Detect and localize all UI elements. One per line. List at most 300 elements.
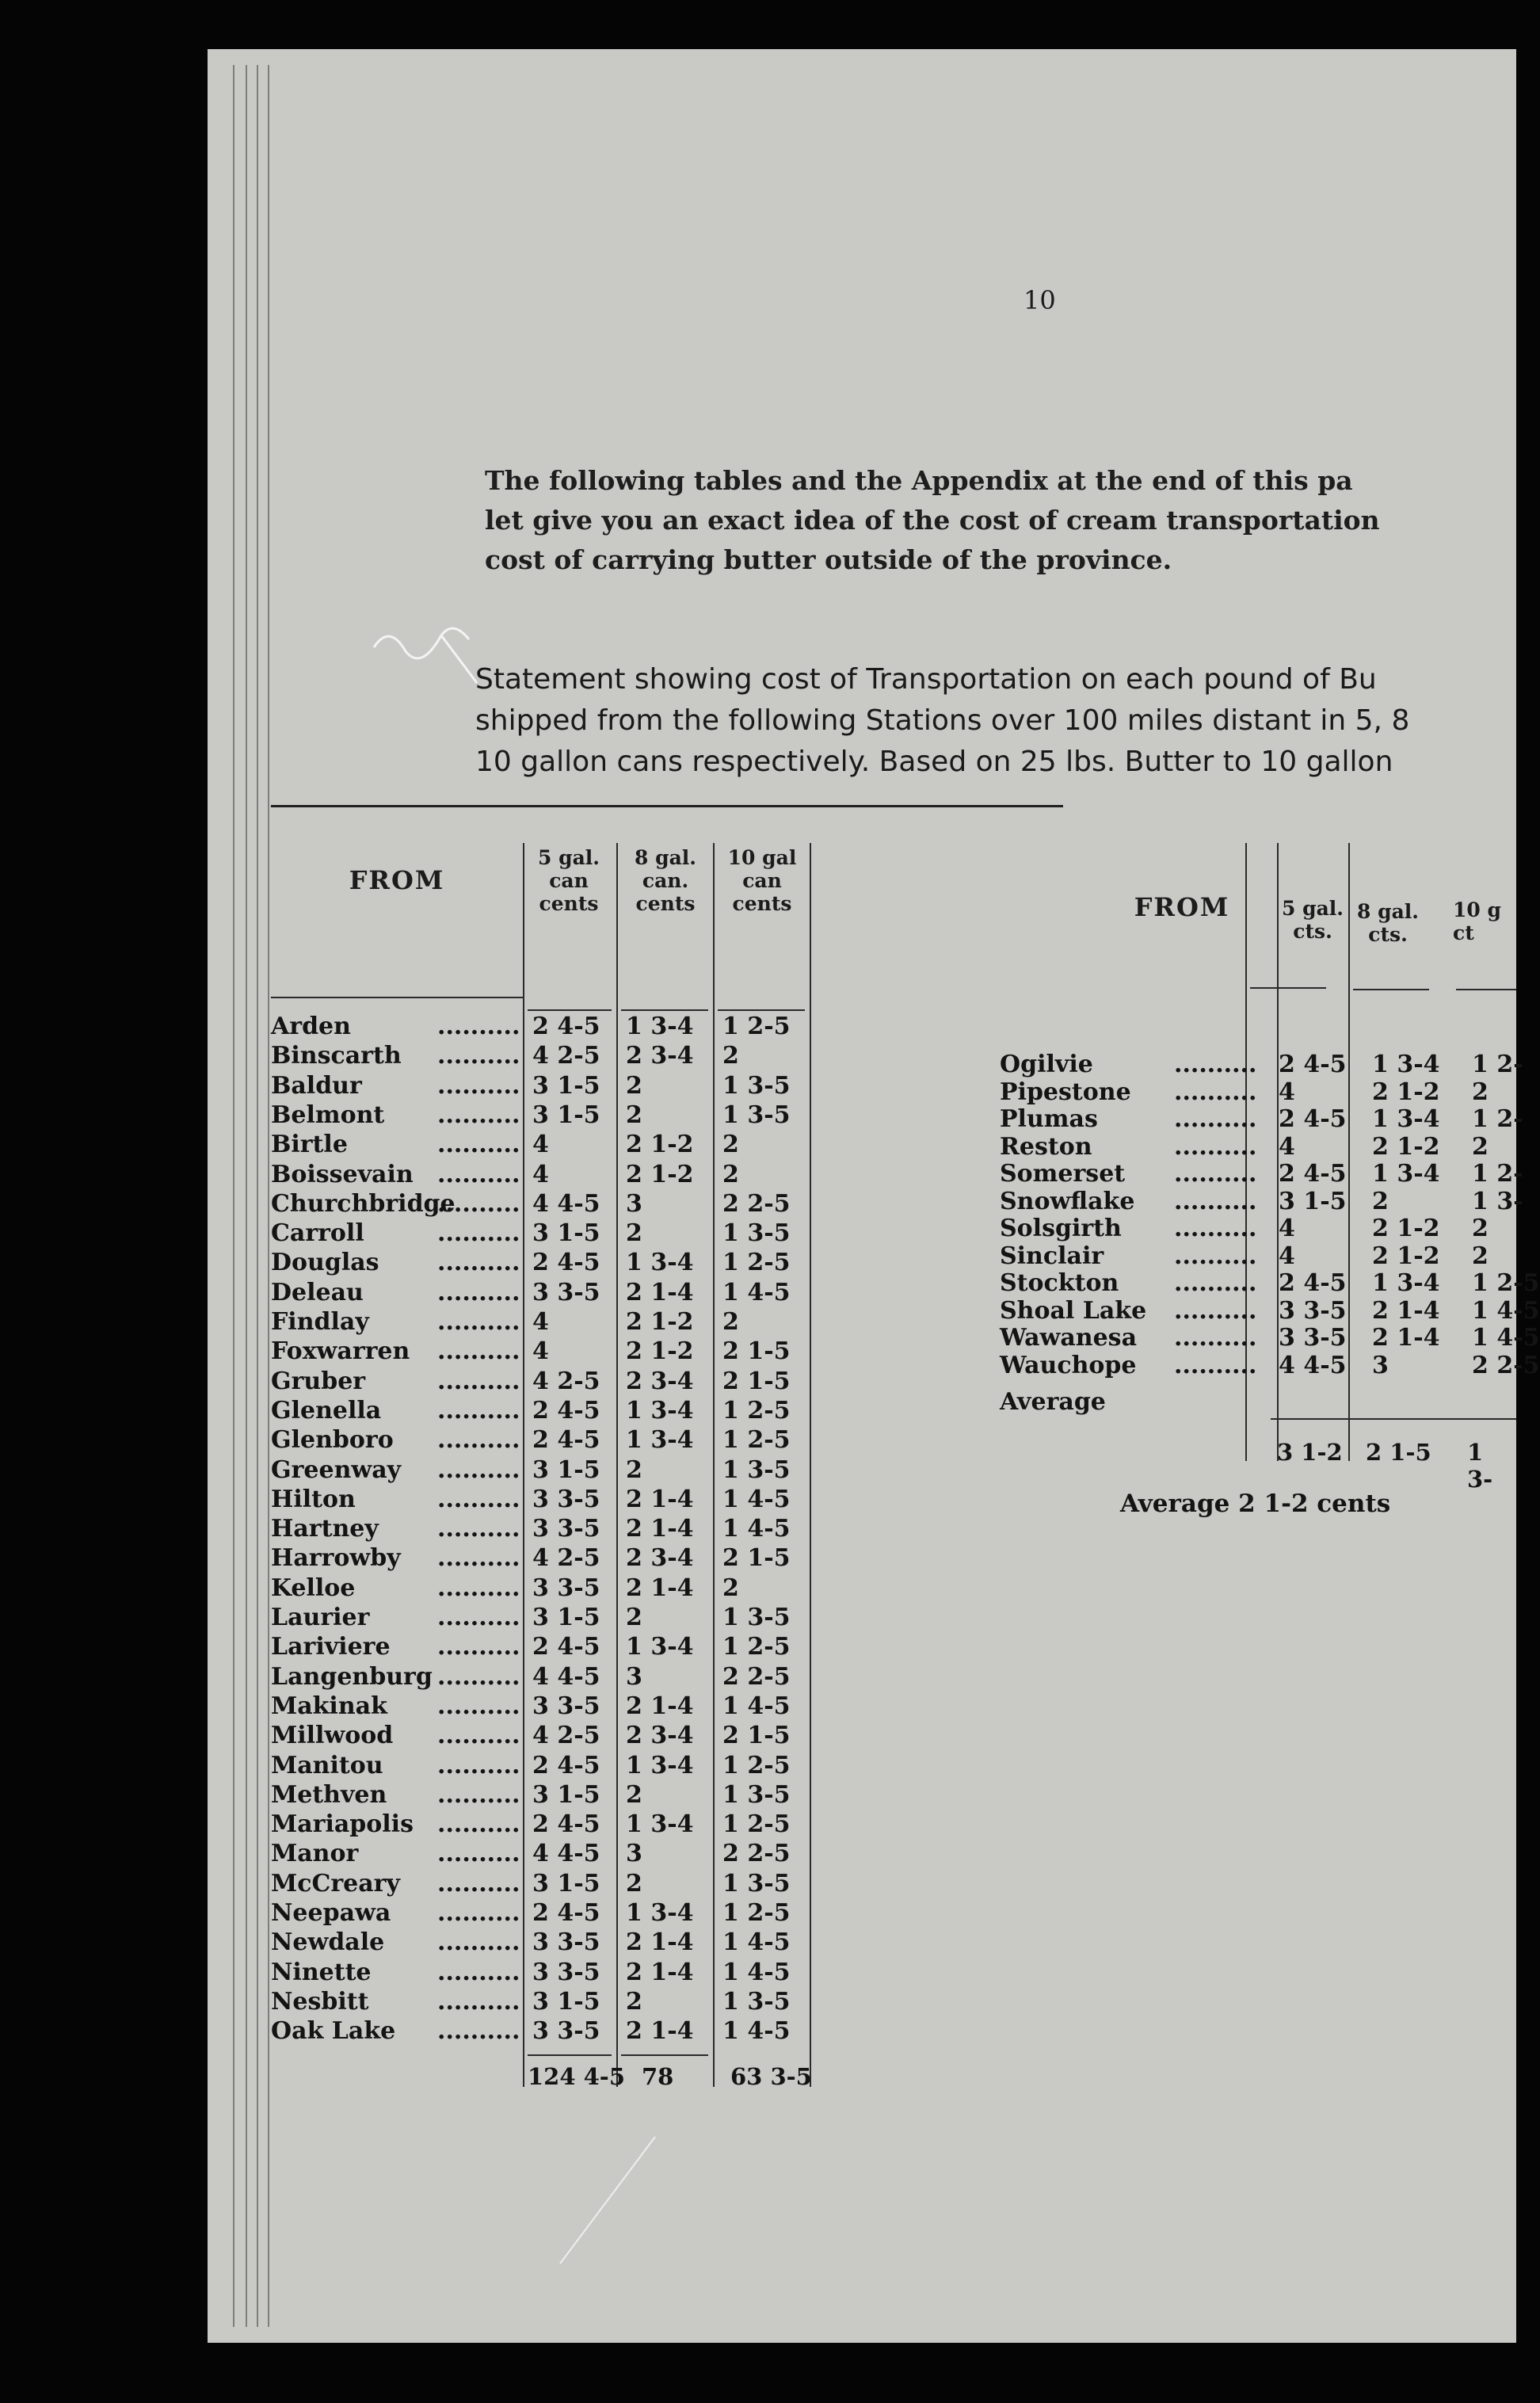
dot-leader: .......... — [437, 1308, 520, 1336]
cost-5-gal: 3 1-5 — [532, 1100, 600, 1129]
cost-10-gal: 1 3-5 — [722, 1604, 791, 1631]
station-name: Kelloe — [271, 1573, 356, 1602]
cost-8-gal: 2 1-2 — [1372, 1215, 1440, 1242]
cost-5-gal: 2 4-5 — [532, 1751, 600, 1779]
header-from: FROM — [349, 865, 445, 895]
dot-leader: .......... — [437, 1958, 520, 1986]
cost-5-gal: 2 4-5 — [1279, 1160, 1347, 1188]
cost-10-gal: 1 3-5 — [722, 1219, 791, 1248]
header-underline — [1250, 987, 1326, 989]
cost-10-gal: 1 4-5 — [722, 1928, 791, 1957]
station-name: Birtle — [271, 1131, 348, 1159]
cost-10-gal: 1 4-5 — [722, 2017, 791, 2046]
cost-5-gal: 3 3-5 — [1279, 1324, 1347, 1352]
cost-5-gal: 2 4-5 — [532, 1249, 600, 1277]
dot-leader: .......... — [437, 1840, 520, 1868]
cost-8-gal: 1 3-4 — [1372, 1160, 1440, 1188]
table-row — [271, 1071, 818, 1100]
cost-8-gal: 1 3-4 — [626, 1810, 694, 1839]
intro-line: let give you an exact idea of the cost of cream transportation — [485, 505, 1380, 536]
station-name: Millwood — [271, 1722, 394, 1750]
cost-8-gal: 2 — [626, 1219, 642, 1248]
header-8-gal — [618, 846, 713, 915]
cost-10-gal: 1 3-5 — [722, 1869, 791, 1898]
cost-10-gal: 1 2- — [1472, 1105, 1523, 1133]
cost-5-gal: 2 4-5 — [532, 1396, 600, 1425]
totals-rule — [528, 2054, 612, 2056]
cost-10-gal: 1 2-5 — [722, 1396, 791, 1425]
station-name: Carroll — [271, 1219, 364, 1248]
station-name: Glenella — [271, 1396, 382, 1425]
cost-8-gal: 3 — [1372, 1351, 1389, 1379]
station-name: Wauchope — [1000, 1351, 1137, 1379]
station-name: Greenway — [271, 1455, 402, 1484]
dot-leader: .......... — [437, 1485, 520, 1513]
cost-10-gal: 2 1-5 — [722, 1367, 791, 1395]
cost-10-gal: 2 1-5 — [722, 1544, 791, 1573]
station-name: Stockton — [1000, 1269, 1119, 1297]
table-row — [271, 1369, 818, 1394]
table-row — [271, 1398, 818, 1424]
average-8-gal: 2 1-5 — [1366, 1439, 1431, 1466]
dot-leader: .......... — [437, 1100, 520, 1129]
header-line: 8 gal. — [1357, 900, 1419, 923]
station-name: Ninette — [271, 1958, 372, 1986]
cost-10-gal: 1 2-5 — [722, 1426, 791, 1455]
table-row — [271, 1662, 818, 1691]
average-rule — [1271, 1418, 1516, 1420]
cost-5-gal: 2 4-5 — [532, 1633, 600, 1661]
table-row — [271, 1841, 818, 1867]
total-10-gal: 63 3-5 — [730, 2063, 812, 2090]
cost-10-gal: 1 3-5 — [722, 1071, 791, 1100]
cost-8-gal: 1 3-4 — [626, 1396, 694, 1425]
station-name: Sinclair — [1000, 1242, 1104, 1270]
cost-10-gal: 1 3-5 — [722, 1100, 791, 1129]
station-name: Belmont — [271, 1100, 385, 1129]
dot-leader: .......... — [437, 1160, 520, 1188]
cost-10-gal: 1 4-5 — [722, 1278, 791, 1306]
cost-8-gal: 2 1-4 — [626, 1692, 694, 1720]
total-8-gal: 78 — [642, 2063, 674, 2090]
header-line: can. — [642, 869, 689, 892]
cost-5-gal: 3 3-5 — [532, 1485, 600, 1513]
cost-10-gal: 1 2- — [1472, 1160, 1523, 1188]
cost-10-gal: 2 — [1472, 1078, 1489, 1106]
station-name: Harrowby — [271, 1544, 401, 1573]
table-row — [271, 1162, 818, 1188]
cost-5-gal: 3 1-5 — [532, 1869, 600, 1898]
cost-10-gal: 2 — [1472, 1242, 1489, 1270]
station-name: Binscarth — [271, 1042, 402, 1070]
cost-8-gal: 2 1-4 — [626, 1278, 694, 1306]
cost-8-gal: 1 3-4 — [1372, 1051, 1440, 1078]
cost-8-gal: 2 3-4 — [626, 1367, 694, 1395]
station-name: Pipestone — [1000, 1078, 1131, 1106]
cost-10-gal: 1 2- — [1472, 1051, 1523, 1078]
table-row — [1000, 1324, 1540, 1352]
statement-paragraph — [475, 659, 1516, 783]
cost-10-gal: 1 3-5 — [722, 1455, 791, 1484]
cost-10-gal: 1 3-5 — [722, 1987, 791, 2016]
station-name: Churchbridge — [271, 1189, 456, 1218]
average-5-gal: 3 1-2 — [1277, 1439, 1343, 1466]
cost-10-gal: 2 2-5 — [722, 1662, 791, 1691]
table-row — [1000, 1244, 1516, 1269]
station-name: Baldur — [271, 1071, 362, 1100]
cost-10-gal: 2 — [722, 1573, 739, 1602]
cost-10-gal: 2 2-5 — [1472, 1351, 1540, 1379]
cost-8-gal: 1 3-4 — [1372, 1269, 1440, 1297]
cost-5-gal: 2 4-5 — [1279, 1051, 1347, 1078]
table-row — [271, 1780, 818, 1809]
statement-line: 10 gallon cans respectively. Based on 25 lbs. Butter to 10 gallon — [475, 746, 1393, 778]
dot-leader: .......... — [437, 1042, 520, 1070]
header-8-gal — [1350, 900, 1426, 946]
dot-leader: .......... — [437, 1633, 520, 1661]
cost-5-gal: 3 1-5 — [532, 1987, 600, 2016]
table-row — [271, 1546, 818, 1571]
cost-10-gal: 1 4-5 — [722, 1692, 791, 1720]
table-row — [271, 1455, 818, 1484]
dot-leader: .......... — [437, 1013, 520, 1040]
cost-8-gal: 1 3-4 — [626, 1751, 694, 1779]
cost-10-gal: 1 2-5 — [722, 1899, 791, 1927]
average-label: Average — [1000, 1388, 1106, 1416]
cost-10-gal: 2 2-5 — [722, 1189, 791, 1218]
cost-8-gal: 2 1-4 — [626, 1928, 694, 1957]
dot-leader: .......... — [437, 1780, 520, 1809]
totals-rule — [621, 2054, 708, 2056]
cost-8-gal: 1 3-4 — [1372, 1105, 1440, 1133]
dot-leader: .......... — [437, 1426, 520, 1455]
dot-leader: .......... — [437, 1515, 520, 1543]
intro-paragraph — [485, 461, 1516, 580]
header-line: can — [549, 869, 589, 892]
cost-5-gal: 2 4-5 — [532, 1426, 600, 1455]
cost-8-gal: 1 3-4 — [626, 1249, 694, 1277]
table-row — [271, 1487, 818, 1512]
cost-8-gal: 2 1-2 — [626, 1337, 694, 1366]
cost-5-gal: 4 — [532, 1308, 549, 1336]
header-line: ct — [1453, 921, 1474, 944]
cost-10-gal: 1 4-5 — [722, 1515, 791, 1543]
table-row — [1000, 1105, 1523, 1133]
cost-5-gal: 3 1-5 — [1279, 1187, 1347, 1215]
cost-5-gal: 4 — [532, 1337, 549, 1366]
cost-10-gal: 2 — [722, 1308, 739, 1336]
table-row — [271, 1516, 818, 1542]
station-name: Hilton — [271, 1485, 356, 1513]
table-row — [271, 1694, 818, 1719]
dot-leader: .......... — [437, 1131, 520, 1159]
dot-leader: .......... — [1174, 1324, 1257, 1352]
cost-5-gal: 3 1-5 — [532, 1780, 600, 1809]
cost-8-gal: 2 — [626, 1987, 642, 2016]
dot-leader: .......... — [437, 1722, 520, 1750]
table-row — [1000, 1216, 1516, 1242]
station-name: Oak Lake — [271, 2017, 396, 2046]
cost-8-gal: 2 — [1372, 1187, 1389, 1215]
table-row — [271, 1930, 818, 1955]
station-name: Methven — [271, 1780, 387, 1809]
station-name: Nesbitt — [271, 1987, 369, 2016]
table-row — [271, 1250, 818, 1276]
intro-line: cost of carrying butter outside of the province. — [485, 544, 1172, 575]
cost-8-gal: 2 — [626, 1780, 642, 1809]
header-5-gal — [521, 846, 616, 915]
station-name: Reston — [1000, 1132, 1092, 1161]
cost-8-gal: 2 1-4 — [626, 1958, 694, 1986]
cost-10-gal: 2 1-5 — [722, 1337, 791, 1366]
cost-10-gal: 2 — [722, 1042, 739, 1070]
dot-leader: .......... — [437, 1396, 520, 1425]
cost-8-gal: 3 — [626, 1662, 642, 1691]
dot-leader: .......... — [437, 1751, 520, 1779]
cost-10-gal: 1 2-5 — [1472, 1269, 1540, 1297]
table-row — [271, 1014, 818, 1039]
dot-leader: .......... — [1174, 1296, 1257, 1325]
header-from: FROM — [1134, 892, 1230, 922]
cost-8-gal: 3 — [626, 1840, 642, 1868]
header-underline — [528, 1009, 612, 1011]
cost-5-gal: 4 2-5 — [532, 1367, 600, 1395]
dot-leader: .......... — [437, 1219, 520, 1248]
cost-8-gal: 2 1-2 — [626, 1160, 694, 1188]
cost-8-gal: 1 3-4 — [626, 1013, 694, 1040]
cost-8-gal: 2 1-4 — [626, 1515, 694, 1543]
dot-leader: .......... — [1174, 1187, 1257, 1215]
table-row — [271, 1132, 818, 1158]
cost-10-gal: 1 2-5 — [722, 1249, 791, 1277]
cost-10-gal: 1 2-5 — [722, 1810, 791, 1839]
total-5-gal: 124 4-5 — [528, 2063, 626, 2090]
table-row — [271, 1812, 818, 1837]
intro-line: The following tables and the Appendix at the end of this pa — [485, 465, 1353, 496]
dot-leader: .......... — [437, 1692, 520, 1720]
cost-5-gal: 3 3-5 — [532, 1928, 600, 1957]
cost-8-gal: 1 3-4 — [626, 1899, 694, 1927]
dot-leader: .......... — [437, 1662, 520, 1691]
dot-leader: .......... — [437, 1869, 520, 1898]
station-name: Laurier — [271, 1604, 370, 1631]
dot-leader: .......... — [1174, 1351, 1257, 1379]
cost-8-gal: 2 1-4 — [1372, 1324, 1440, 1352]
cost-10-gal: 2 — [1472, 1132, 1489, 1161]
cost-5-gal: 4 — [532, 1131, 549, 1159]
table-row — [271, 1100, 818, 1129]
average-note: Average 2 1-2 cents — [1120, 1489, 1391, 1518]
cost-8-gal: 1 3-4 — [626, 1633, 694, 1661]
station-name: Douglas — [271, 1249, 379, 1277]
station-name: Arden — [271, 1013, 351, 1040]
cost-5-gal: 3 3-5 — [532, 1692, 600, 1720]
cost-10-gal: 1 4-5 — [722, 1958, 791, 1986]
dot-leader: .......... — [1174, 1242, 1257, 1270]
station-name: Hartney — [271, 1515, 379, 1543]
cost-5-gal: 4 — [1279, 1078, 1295, 1106]
dot-leader: .......... — [437, 1071, 520, 1100]
cost-5-gal: 4 4-5 — [532, 1840, 600, 1868]
cost-8-gal: 2 1-4 — [626, 2017, 694, 2046]
cost-5-gal: 4 2-5 — [532, 1042, 600, 1070]
header-line: cents — [635, 892, 696, 915]
cost-10-gal: 1 2-5 — [722, 1013, 791, 1040]
station-name: Makinak — [271, 1692, 387, 1720]
table-row — [1000, 1132, 1516, 1161]
dot-leader: .......... — [1174, 1051, 1257, 1078]
header-line: 10 g — [1453, 898, 1501, 921]
dot-leader: .......... — [1174, 1078, 1257, 1106]
header-10-gal — [715, 846, 810, 915]
station-name: Neepawa — [271, 1899, 391, 1927]
table-row — [271, 1871, 818, 1897]
cost-8-gal: 2 3-4 — [626, 1544, 694, 1573]
header-line: cts. — [1368, 923, 1408, 946]
cost-5-gal: 2 4-5 — [532, 1013, 600, 1040]
cost-5-gal: 4 4-5 — [532, 1662, 600, 1691]
station-name: Wawanesa — [1000, 1324, 1138, 1352]
cost-10-gal: 1 3-5 — [722, 1780, 791, 1809]
header-line: 8 gal. — [635, 846, 696, 869]
dot-leader: .......... — [437, 1367, 520, 1395]
header-10-gal — [1453, 898, 1516, 944]
table-row — [1000, 1080, 1516, 1105]
table-row — [271, 1901, 818, 1926]
header-underline — [271, 997, 523, 998]
cost-5-gal: 4 — [1279, 1132, 1295, 1161]
cost-5-gal: 3 3-5 — [532, 1515, 600, 1543]
cost-5-gal: 4 2-5 — [532, 1722, 600, 1750]
dot-leader: .......... — [437, 2017, 520, 2046]
cost-5-gal: 3 3-5 — [532, 1278, 600, 1306]
table-row — [271, 1339, 818, 1364]
cost-8-gal: 2 — [626, 1071, 642, 1100]
cost-5-gal: 4 — [532, 1160, 549, 1188]
cost-5-gal: 3 1-5 — [532, 1455, 600, 1484]
table-row — [271, 1221, 818, 1246]
cost-10-gal: 2 2-5 — [722, 1840, 791, 1868]
table-row — [271, 1573, 818, 1602]
cost-5-gal: 3 1-5 — [532, 1219, 600, 1248]
cost-5-gal: 4 — [1279, 1215, 1295, 1242]
header-line: cents — [732, 892, 792, 915]
table-row — [1000, 1051, 1523, 1078]
station-name: Langenburg — [271, 1662, 433, 1691]
dot-leader: .......... — [437, 1455, 520, 1484]
header-underline — [718, 1009, 805, 1011]
table-row — [271, 1723, 818, 1749]
cost-8-gal: 1 3-4 — [626, 1426, 694, 1455]
cost-8-gal: 2 1-2 — [1372, 1242, 1440, 1270]
cost-8-gal: 2 3-4 — [626, 1722, 694, 1750]
page-edge — [233, 65, 234, 2327]
header-line: 5 gal. — [1282, 897, 1344, 920]
station-name: Newdale — [271, 1928, 385, 1957]
cost-8-gal: 2 1-4 — [1372, 1296, 1440, 1325]
table-row — [271, 1280, 818, 1306]
document-page — [208, 49, 1540, 2343]
cost-5-gal: 4 2-5 — [532, 1544, 600, 1573]
table-row — [271, 2019, 818, 2044]
cost-5-gal: 3 1-5 — [532, 1071, 600, 1100]
dot-leader: .......... — [437, 1987, 520, 2016]
statement-line: shipped from the following Stations over 100 miles distant in 5, 8 — [475, 704, 1410, 737]
station-name: Solsgirth — [1000, 1215, 1122, 1242]
table-row — [1000, 1187, 1523, 1215]
station-name: McCreary — [271, 1869, 400, 1898]
table-top-rule — [271, 805, 1063, 807]
cost-5-gal: 2 4-5 — [1279, 1269, 1347, 1297]
cost-5-gal: 3 3-5 — [532, 2017, 600, 2046]
cost-8-gal: 2 — [626, 1869, 642, 1898]
station-name: Gruber — [271, 1367, 366, 1395]
header-line: cts. — [1293, 920, 1332, 943]
table-row — [1000, 1269, 1540, 1297]
table-row — [1000, 1160, 1523, 1188]
cost-10-gal: 1 4-5 — [1472, 1324, 1540, 1352]
station-name: Manor — [271, 1840, 359, 1868]
table-row — [271, 1605, 818, 1631]
pen-mark — [366, 608, 493, 698]
dot-leader: .......... — [437, 1810, 520, 1839]
station-name: Somerset — [1000, 1160, 1126, 1188]
cost-10-gal: 1 4-5 — [722, 1485, 791, 1513]
cost-5-gal: 4 4-5 — [532, 1189, 600, 1218]
station-name: Manitou — [271, 1751, 383, 1779]
station-name: Plumas — [1000, 1105, 1098, 1133]
dot-leader: .......... — [437, 1928, 520, 1957]
station-name: Snowflake — [1000, 1187, 1135, 1215]
cost-8-gal: 2 — [626, 1604, 642, 1631]
cost-8-gal: 3 — [626, 1189, 642, 1218]
table-row — [271, 1960, 818, 1985]
cost-10-gal: 2 — [722, 1160, 739, 1188]
table-row — [271, 1753, 818, 1779]
cost-5-gal: 4 4-5 — [1279, 1351, 1347, 1379]
cost-10-gal: 2 — [1472, 1215, 1489, 1242]
scratch-mark — [556, 2133, 659, 2271]
dot-leader: .......... — [437, 1899, 520, 1927]
dot-leader: .......... — [1174, 1132, 1257, 1161]
header-5-gal — [1277, 897, 1348, 943]
header-line: can — [742, 869, 782, 892]
page-number: 10 — [1023, 285, 1056, 315]
header-line: 10 gal — [727, 846, 797, 869]
station-name: Shoal Lake — [1000, 1296, 1147, 1325]
cost-8-gal: 2 1-2 — [1372, 1078, 1440, 1106]
cost-8-gal: 2 1-4 — [626, 1573, 694, 1602]
table-row — [271, 1310, 818, 1335]
station-name: Boissevain — [271, 1160, 414, 1188]
dot-leader: .......... — [1174, 1105, 1257, 1133]
dot-leader: .......... — [437, 1189, 520, 1218]
table-row — [271, 1989, 818, 2015]
dot-leader: .......... — [437, 1544, 520, 1573]
station-name: Lariviere — [271, 1633, 391, 1661]
page-edge — [268, 65, 269, 2327]
cost-10-gal: 1 3- — [1472, 1187, 1523, 1215]
cost-8-gal: 2 1-2 — [626, 1308, 694, 1336]
station-name: Findlay — [271, 1308, 369, 1336]
cost-5-gal: 3 3-5 — [1279, 1296, 1347, 1325]
dot-leader: .......... — [437, 1278, 520, 1306]
dot-leader: .......... — [437, 1337, 520, 1366]
table-row — [271, 1189, 818, 1218]
header-line: cents — [539, 892, 599, 915]
cost-5-gal: 2 4-5 — [1279, 1105, 1347, 1133]
dot-leader: .......... — [437, 1573, 520, 1602]
